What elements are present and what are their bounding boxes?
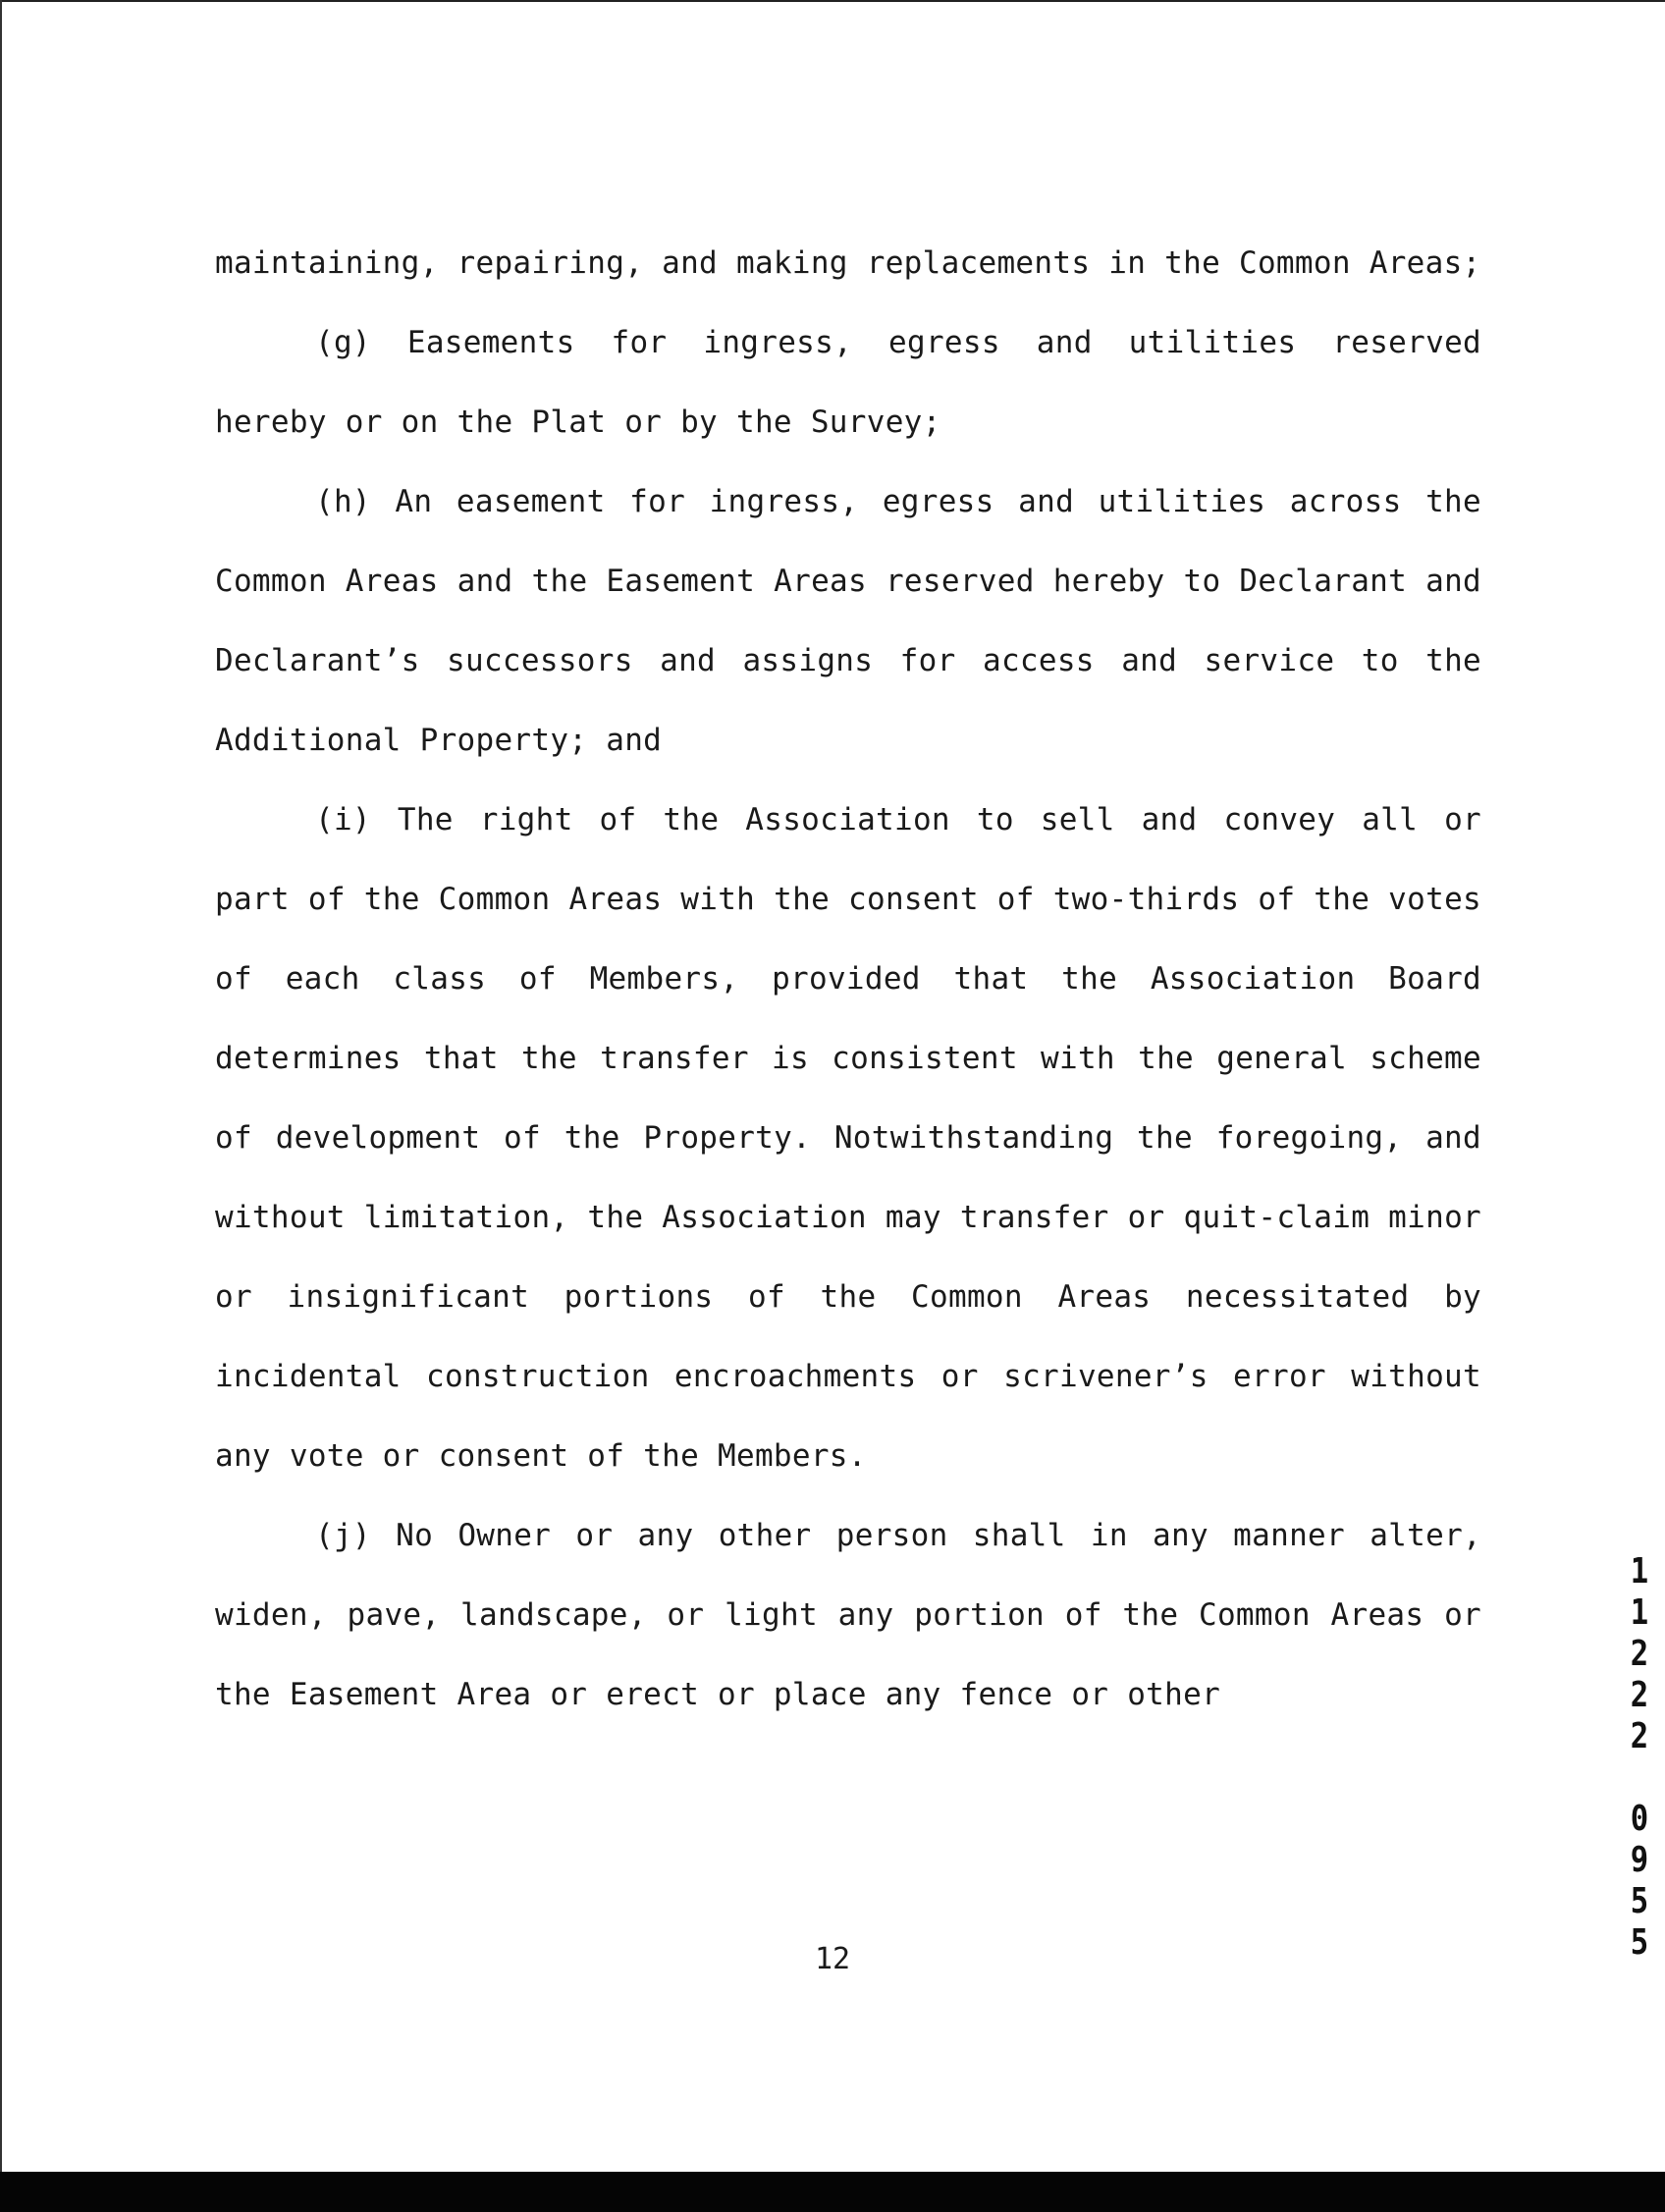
scan-edge-top bbox=[0, 0, 1665, 2]
stamp-digit: 2 bbox=[1630, 1675, 1649, 1715]
scan-edge-left bbox=[0, 0, 2, 2172]
paragraph-g: (g) Easements for ingress, egress and utilities reserved hereby or on the Plat or by the Survey; bbox=[215, 325, 1481, 440]
stamp-digit: 5 bbox=[1630, 1881, 1649, 1921]
paragraph-i: (i) The right of the Association to sell and convey all or part of the Common Areas with the consent of two-thirds of the votes of each class of Members, provided that the Association Board determines that the transfer is consistent with the general scheme of development of the Property. Notwithstanding the foregoing, and without limitation, the Association may transfer or quit-claim minor or insignificant portions of the Common Areas necessitated by incidental construction encroachments or scrivener’s error without any vote or consent of the Members. bbox=[215, 802, 1481, 1474]
stamp-digit: 2 bbox=[1630, 1634, 1649, 1674]
scan-edge-bottom bbox=[0, 2172, 1665, 2212]
paragraph-h: (h) An easement for ingress, egress and utilities across the Common Areas and the Easement Areas reserved hereby to Declarant and Declarant’s successors and assigns for access and service to the Additional Property; and bbox=[215, 484, 1481, 758]
stamp-digit: 1 bbox=[1630, 1551, 1649, 1592]
page-number: 12 bbox=[814, 1942, 851, 1976]
stamp-digit: 5 bbox=[1630, 1922, 1649, 1963]
stamp-digit: 9 bbox=[1630, 1840, 1649, 1880]
paragraph-j: (j) No Owner or any other person shall in any manner alter, widen, pave, landscape, or light any portion of the Common Areas or the Easement Area or erect or place any fence or other bbox=[215, 1518, 1481, 1712]
side-stamp bbox=[1625, 1551, 1655, 1964]
paragraph-continuation: maintaining, repairing, and making replacements in the Common Areas; bbox=[215, 245, 1481, 281]
stamp-digit: 1 bbox=[1630, 1592, 1649, 1633]
stamp-digit: 0 bbox=[1630, 1799, 1649, 1839]
stamp-gap bbox=[1625, 1757, 1655, 1799]
stamp-digit: 2 bbox=[1630, 1716, 1649, 1756]
body-text bbox=[215, 224, 1481, 1735]
